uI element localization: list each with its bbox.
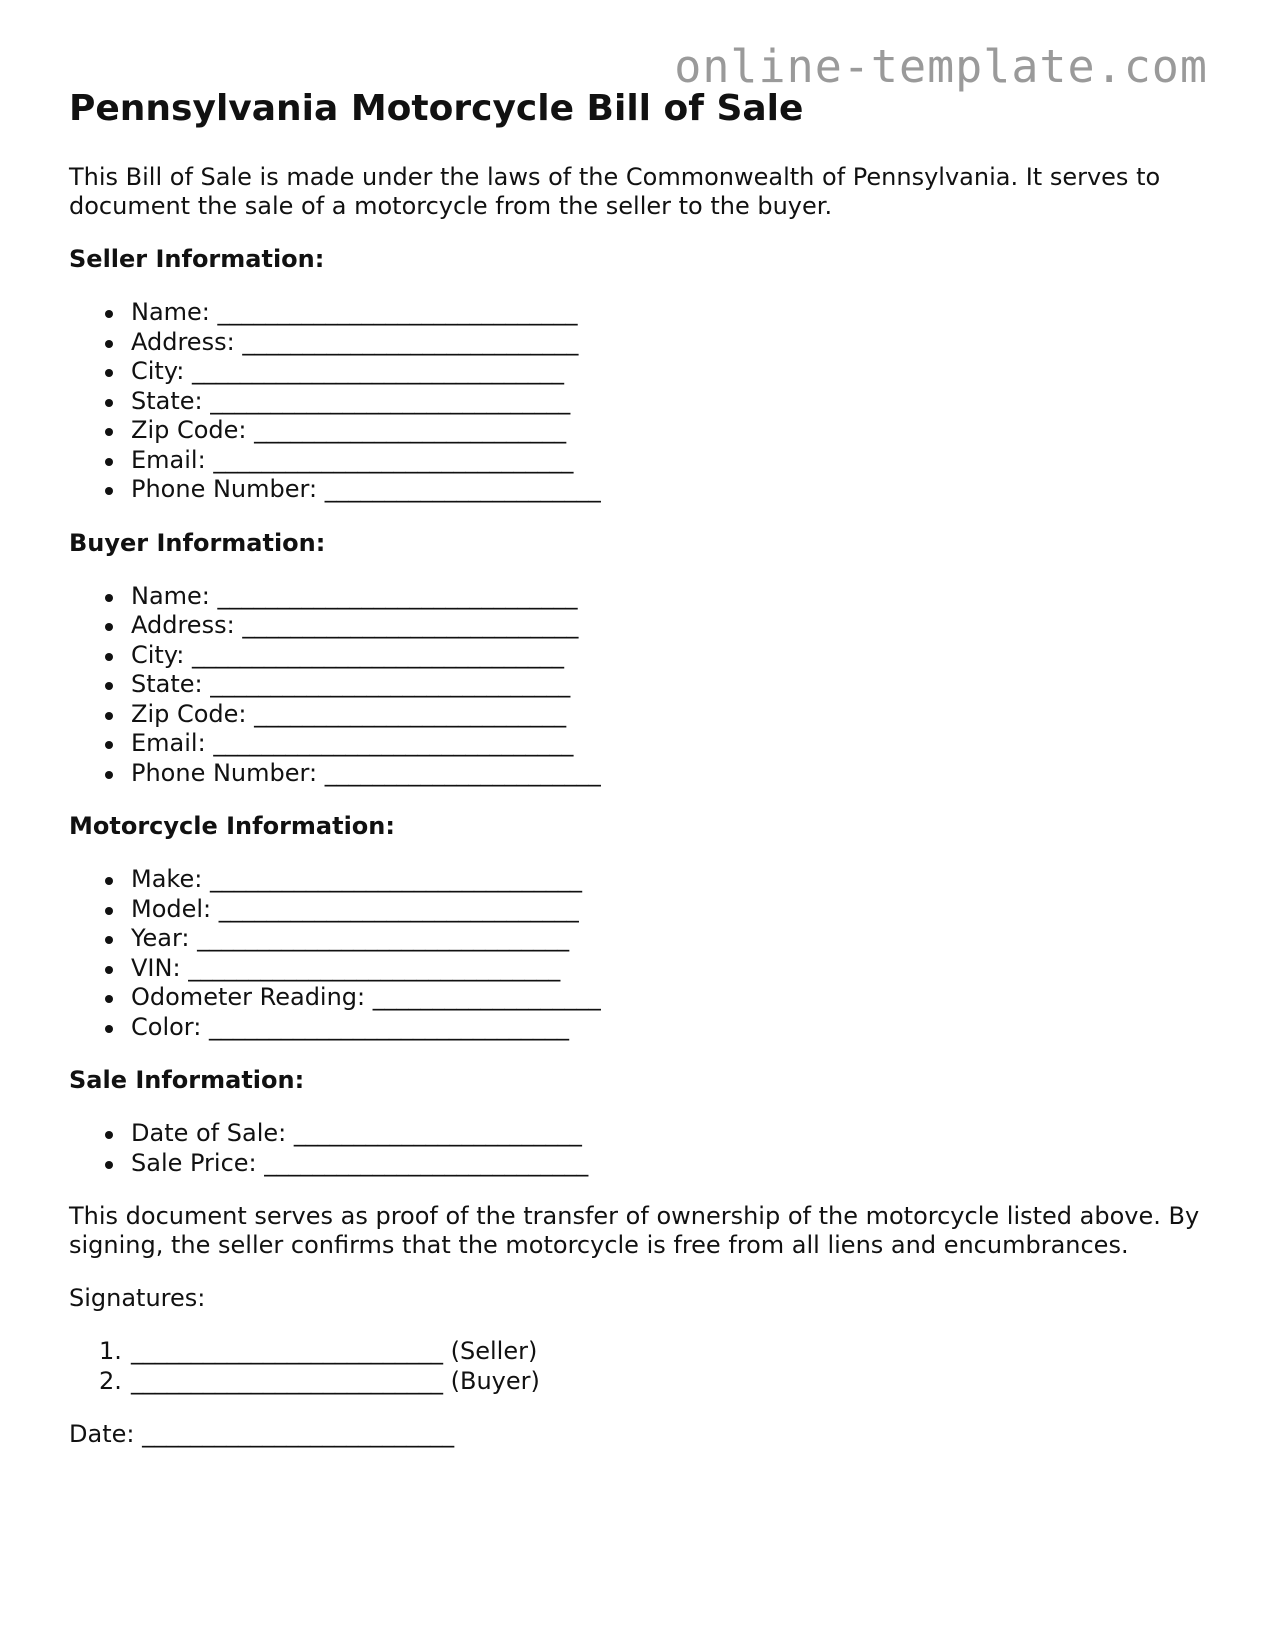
list-item <box>131 475 1209 505</box>
make-blank[interactable]: _______________________________ <box>209 865 582 893</box>
seller-address-blank[interactable]: ____________________________ <box>242 327 579 356</box>
field-label: VIN: <box>131 953 181 982</box>
list-item <box>131 954 1209 984</box>
bullet-icon <box>105 487 113 495</box>
list-item <box>131 328 1209 358</box>
bullet-icon <box>105 966 113 974</box>
seller-fields <box>69 298 1209 505</box>
bullet-icon <box>105 458 113 466</box>
bullet-icon <box>105 623 113 631</box>
intro-paragraph: This Bill of Sale is made under the laws of the Commonwealth of Pennsylvania. It serves to document the sale of a motorcycle from the seller to the buyer. <box>69 163 1161 220</box>
document-page <box>69 86 1209 1449</box>
seller-heading: Seller Information: <box>69 245 325 273</box>
sale-price-blank[interactable]: ___________________________ <box>264 1148 589 1177</box>
field-label: City: <box>131 357 185 385</box>
buyer-email-blank[interactable]: ______________________________ <box>213 729 574 757</box>
seller-signature-blank[interactable]: __________________________ <box>131 1337 443 1365</box>
sale-fields <box>69 1119 1209 1178</box>
watermark: online-template.com <box>674 40 1208 93</box>
buyer-fields <box>69 582 1209 789</box>
seller-name-blank[interactable]: ______________________________ <box>217 298 578 326</box>
field-label: Zip Code: <box>131 699 247 728</box>
sale-section <box>69 1066 1209 1178</box>
signature-role: (Seller) <box>450 1337 538 1365</box>
field-label: Make: <box>131 865 203 893</box>
list-item <box>131 1149 1209 1179</box>
seller-city-blank[interactable]: _______________________________ <box>192 357 565 385</box>
seller-phone-blank[interactable]: _______________________ <box>324 475 601 503</box>
seller-section <box>69 245 1209 505</box>
list-item <box>131 611 1209 641</box>
signatures-heading: Signatures: <box>69 1284 206 1312</box>
list-item <box>131 298 1209 328</box>
seller-zip-blank[interactable]: __________________________ <box>254 416 567 444</box>
field-label: Model: <box>131 894 212 923</box>
list-item <box>131 865 1209 895</box>
list-item <box>131 1119 1209 1149</box>
vin-blank[interactable]: _______________________________ <box>188 953 561 982</box>
bullet-icon <box>105 428 113 436</box>
list-item <box>131 416 1209 446</box>
field-label: Year: <box>131 924 190 952</box>
seller-email-blank[interactable]: ______________________________ <box>213 445 574 474</box>
list-item <box>131 895 1209 925</box>
list-item <box>131 700 1209 730</box>
year-blank[interactable]: _______________________________ <box>197 924 570 952</box>
bullet-icon <box>105 682 113 690</box>
bullet-icon <box>105 594 113 602</box>
field-label: State: <box>131 670 203 698</box>
buyer-name-blank[interactable]: ______________________________ <box>217 581 578 610</box>
bullet-icon <box>105 1025 113 1033</box>
seller-state-blank[interactable]: ______________________________ <box>210 386 571 415</box>
bullet-icon <box>105 1161 113 1169</box>
bullet-icon <box>105 369 113 377</box>
date-label: Date: <box>69 1420 135 1448</box>
bullet-icon <box>105 877 113 885</box>
list-item <box>131 1013 1209 1043</box>
bullet-icon <box>105 653 113 661</box>
field-label: Zip Code: <box>131 416 247 444</box>
bullet-icon <box>105 712 113 720</box>
field-label: Email: <box>131 445 206 474</box>
list-number: 1. <box>99 1337 122 1365</box>
bullet-icon <box>105 995 113 1003</box>
field-label: Phone Number: <box>131 475 318 503</box>
bullet-icon <box>105 399 113 407</box>
list-item <box>131 983 1209 1013</box>
field-label: City: <box>131 640 185 669</box>
buyer-zip-blank[interactable]: __________________________ <box>254 699 567 728</box>
date-of-sale-blank[interactable]: ________________________ <box>293 1119 582 1147</box>
bullet-icon <box>105 1131 113 1139</box>
list-item <box>99 1366 1209 1397</box>
buyer-address-blank[interactable]: ____________________________ <box>242 611 579 639</box>
field-label: Sale Price: <box>131 1148 257 1177</box>
buyer-signature-blank[interactable]: __________________________ <box>131 1366 443 1395</box>
field-label: Address: <box>131 327 235 356</box>
motorcycle-section <box>69 812 1209 1042</box>
field-label: Date of Sale: <box>131 1119 287 1147</box>
field-label: Name: <box>131 581 210 610</box>
signature-list <box>69 1337 1209 1396</box>
list-item <box>131 641 1209 671</box>
field-label: Color: <box>131 1012 202 1041</box>
date-line <box>69 1420 1209 1449</box>
list-number: 2. <box>99 1366 122 1395</box>
buyer-city-blank[interactable]: _______________________________ <box>192 640 565 669</box>
bullet-icon <box>105 340 113 348</box>
bullet-icon <box>105 907 113 915</box>
list-item <box>131 924 1209 954</box>
bullet-icon <box>105 741 113 749</box>
list-item <box>131 357 1209 387</box>
closing-paragraph: This document serves as proof of the transfer of ownership of the motorcycle listed above. By signing, the seller confirms that the motorcycle is free from all liens and encumbrances. <box>69 1202 1200 1259</box>
list-item <box>99 1337 1209 1367</box>
field-label: Address: <box>131 611 235 639</box>
buyer-state-blank[interactable]: ______________________________ <box>210 670 571 698</box>
buyer-phone-blank[interactable]: _______________________ <box>324 758 601 787</box>
bullet-icon <box>105 936 113 944</box>
field-label: Name: <box>131 298 210 326</box>
list-item <box>131 670 1209 700</box>
list-item <box>131 387 1209 417</box>
motorcycle-heading: Motorcycle Information: <box>69 812 395 840</box>
list-item <box>131 582 1209 612</box>
field-label: Phone Number: <box>131 758 318 787</box>
field-label: Odometer Reading: <box>131 983 366 1011</box>
field-label: Email: <box>131 729 206 757</box>
list-item <box>131 759 1209 789</box>
color-blank[interactable]: ______________________________ <box>208 1012 569 1041</box>
field-label: State: <box>131 386 203 415</box>
motorcycle-fields <box>69 865 1209 1042</box>
bullet-icon <box>105 771 113 779</box>
signature-role: (Buyer) <box>450 1366 540 1395</box>
bullet-icon <box>105 310 113 318</box>
odometer-blank[interactable]: ___________________ <box>372 983 601 1011</box>
model-blank[interactable]: ______________________________ <box>218 894 579 923</box>
buyer-section <box>69 529 1209 789</box>
sale-heading: Sale Information: <box>69 1066 305 1094</box>
document-title: Pennsylvania Motorcycle Bill of Sale <box>69 88 804 129</box>
list-item <box>131 729 1209 759</box>
date-blank[interactable]: __________________________ <box>142 1420 455 1448</box>
buyer-heading: Buyer Information: <box>69 528 326 557</box>
list-item <box>131 446 1209 476</box>
